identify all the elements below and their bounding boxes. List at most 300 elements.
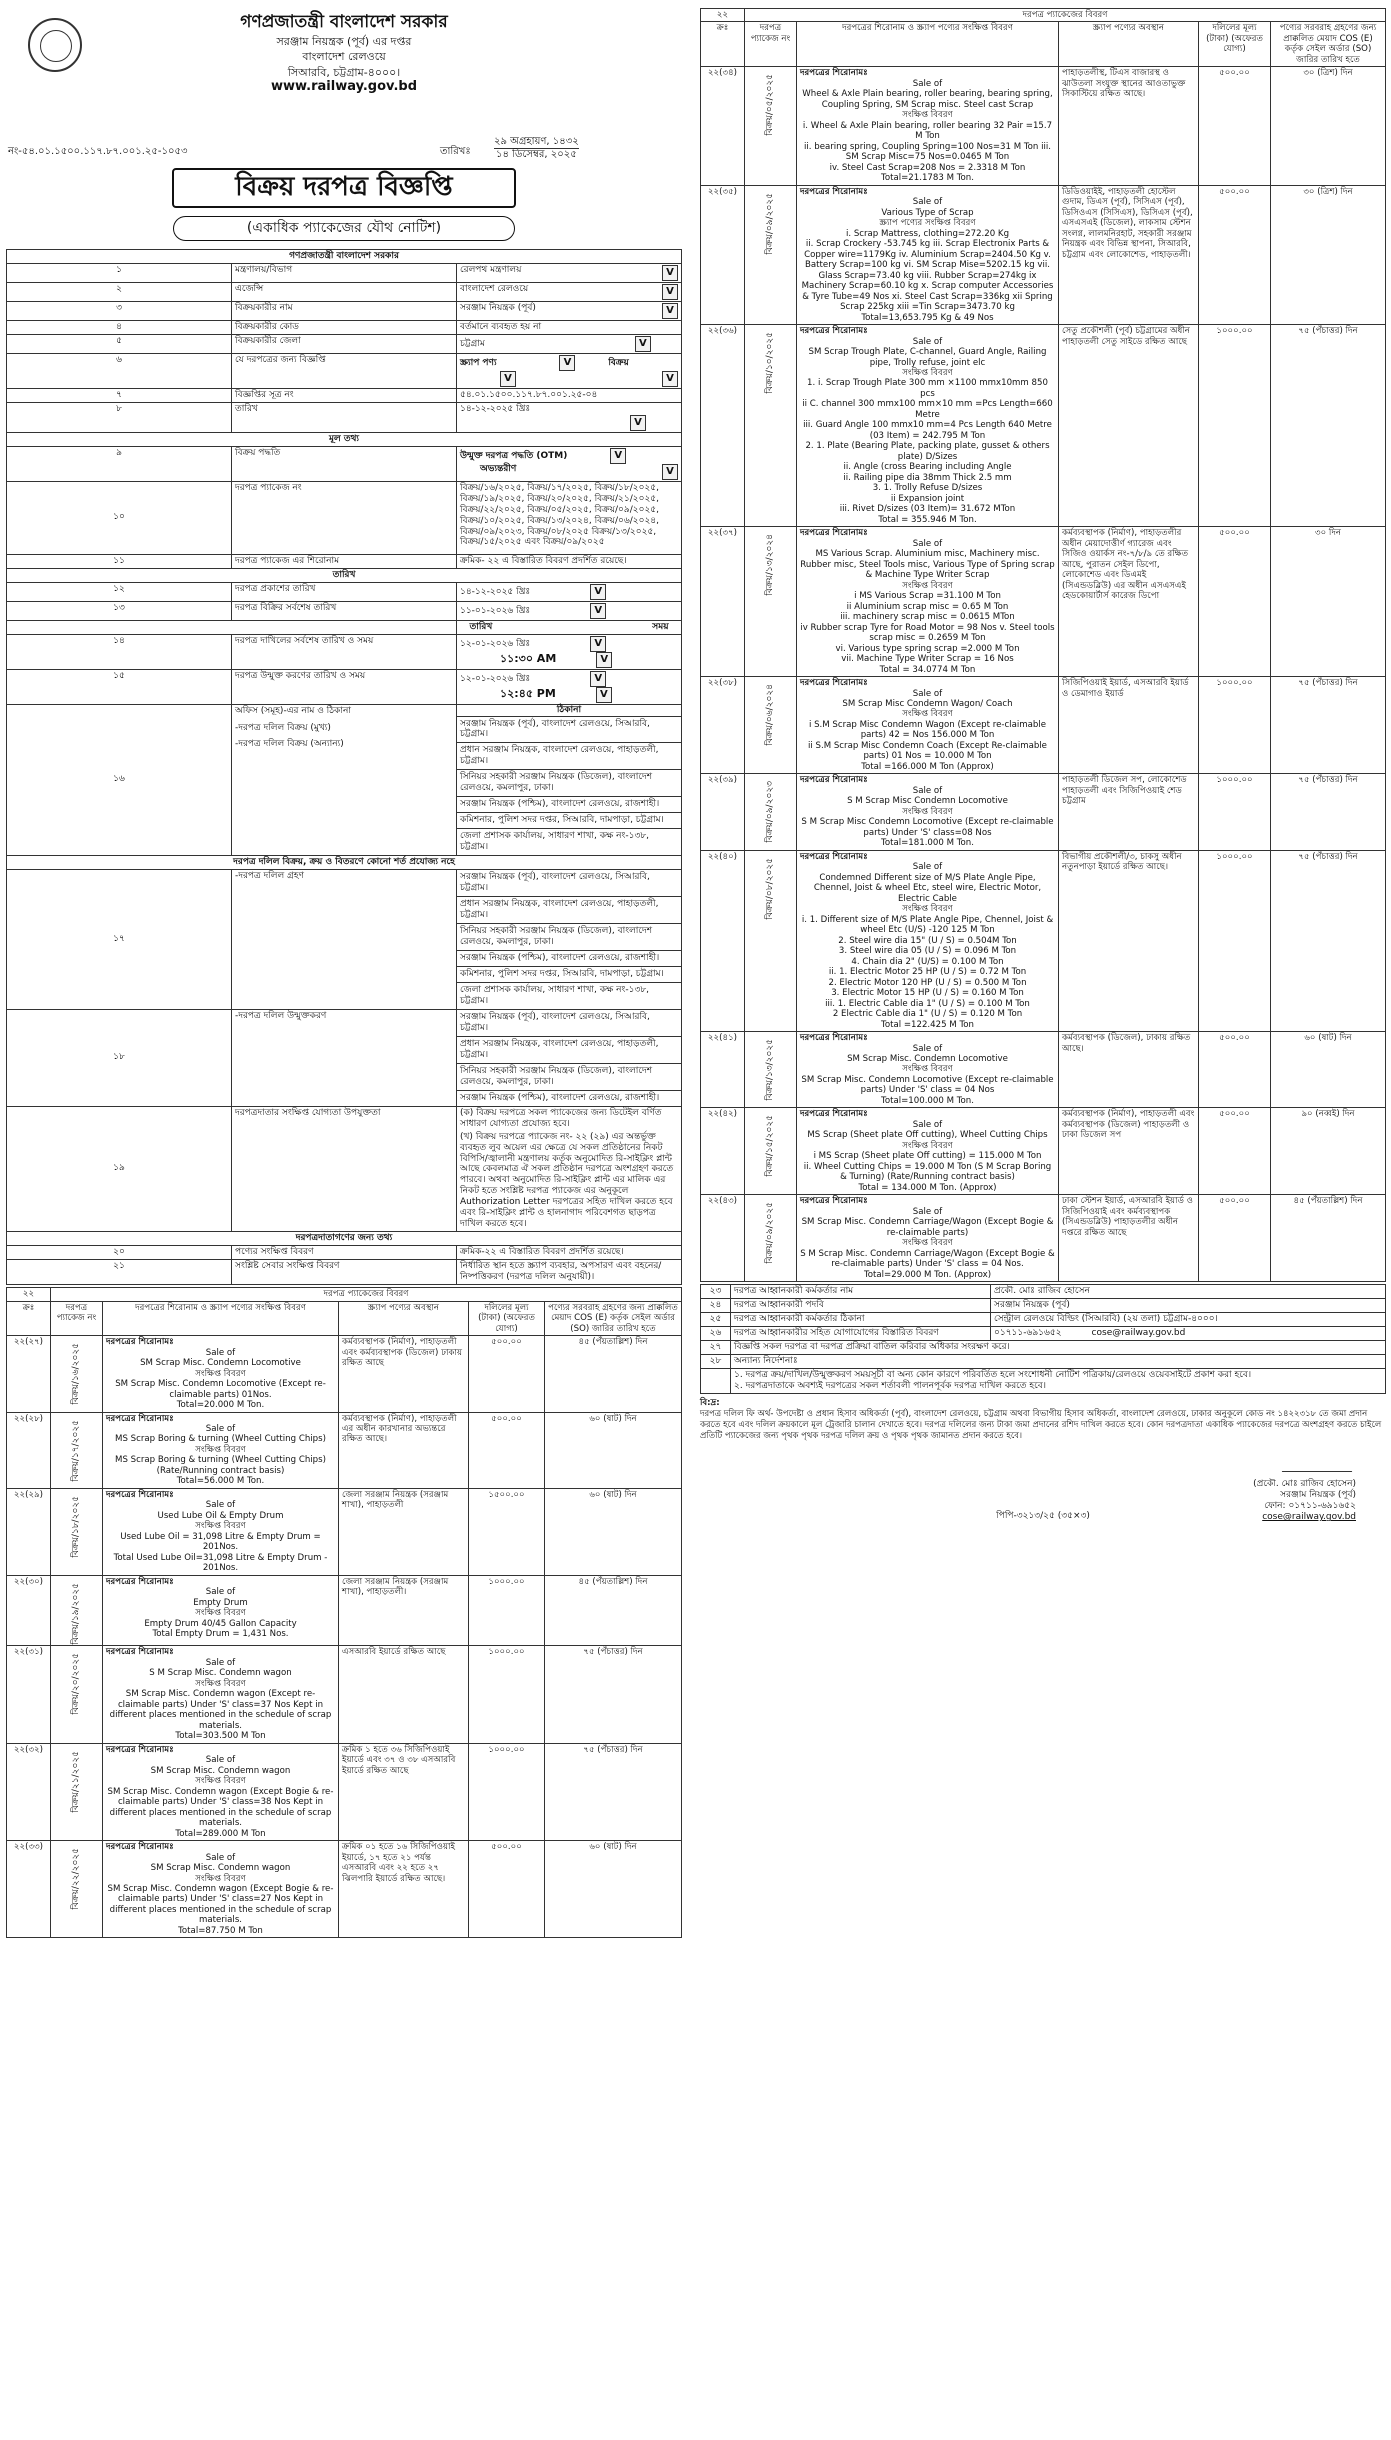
package-line: সংক্ষিপ্ত বিবরণ (902, 904, 953, 915)
package-line: 2. Electric Motor 120 HP (U / S) = 0.500 M Ton (828, 977, 1027, 988)
package-line: Sale of (912, 688, 943, 699)
package-description (797, 1032, 1059, 1108)
package-line: ii Expansion joint (890, 493, 965, 504)
package-location: কর্মব্যবস্থাপক (ডিজেল), ঢাকায় রক্ষিত আছে। (1059, 1032, 1199, 1108)
package-description (797, 325, 1059, 527)
package-heading: দরপত্রের শিরোনামঃ (800, 678, 868, 689)
package-heading: দরপত্রের শিরোনামঃ (800, 1033, 868, 1044)
package-line: i S.M Scrap Misc Condemn Wagon (Except re-claimable parts) 42 = Nos 156.000 M Ton (808, 719, 1046, 741)
package-location: পাহাড়তলী ডিজেল সপ, লোকোশেড পাহাড়তলী এবং সিজিপিওয়াই শেড চট্টগ্রাম (1059, 774, 1199, 850)
package-number: বিক্রয়/০৯/২০২৩ (765, 781, 776, 843)
package-line: SM Scrap Trough Plate, C-channel, Guard Angle, Railing pipe, Trolly refuse, joint elc (808, 347, 1047, 368)
package-line: Total=289.000 M Ton (175, 1828, 266, 1839)
check-mark: V (590, 584, 606, 600)
package-line: Wheel & Axle Plain bearing, roller bearing, bearing spring, Coupling Spring, SM Scrap misc. Steel cast Scrap (802, 89, 1053, 110)
info-row: ১০ দরপত্র প্যাকেজ নং বিক্রয়/১৬/২০২৫, বিক্রয়/১৭/২০২৫, বিক্রয়/১৮/২০২৫, বিক্রয়/১৯/২০২৫, বিক্রয়/২০/২০২৫, বিক্রয়/২১/২০২৫, বিক্রয়/২২/২০২৫, বিক্রয়/০৫/২০২৫, বিক্রয়/০৯/২০২৫, বিক্রয়/১০/২০২৫, বিক্রয়/১৩/২০২৪, বিক্রয়/০৬/২০২৪, বিক্রয়/০৯/২০২৩, বিক্রয়/০৮/২০২৫ বিক্রয়/১৩/২০২৫, বিক্রয়/১৫/২০২৫ এবং বিক্রয়/০৯/২০২৫ (7, 481, 682, 554)
package-line: vii. Machine Type Writer Scrap = 16 Nos (841, 654, 1014, 665)
info-row: ৫ বিক্রয়কারীর জেলা চট্টগ্রাম V (7, 334, 682, 353)
package-row (701, 527, 1386, 677)
reference-line (6, 134, 682, 164)
package-delivery-days: ৬০ (ষাট) দিন (545, 1412, 682, 1488)
package-line: vi. Various type spring scrap =2.000 M Ton (835, 643, 1020, 654)
package-table-left: ২২ দরপত্র প্যাকেজের বিবরণ ক্রঃ দরপত্র প্যাকেজ নং দরপত্রের শিরোনাম ও স্ক্র্যাপ পণ্যের সংক্ষিপ্ত বিবরণ স্ক্র্যাপ পণ্যের অবস্থান দলিলের মূল্য (টাকা) (অফেরত যোগ্য) পণ্যের সরবরাহ গ্রহণের জন্য প্রাক্কলিত মেয়াদ COS (E) কর্তৃক সেইল অর্ডার (SO) জারির তারিখ হতে ২২(২৭) বিক্রয়/১৬/২০২৫ দরপত্রের শিরোনামঃ Sale of SM Scrap Misc. Condemn Locomotive সংক্ষিপ্ত বিবরণ SM Scrap Misc. Condemn Locomotive (Except re-claimable parts) 01Nos. Total=20.000 M Ton. কর্মব্যবস্থাপক (নির্মাণ), পাহাড়তলী এবং কর্মব্যবস্থাপক (ডিজেল) ঢাকায় রক্ষিত আছে ৫০০.০০ ৪৫ (পঁয়তাল্লিশ) দিন ২২(২৮) বিক্রয়/১৭/২০২৫ দরপত্রের শিরোনামঃ Sale of MS Scrap Boring & turning (Wheel Cutting Chips) সংক্ষিপ্ত বিবরণ MS Scrap Boring & turning (Wheel Cutting Chips) (Rate/Running contract basis) Total=56.000 M Ton. কর্মব্যবস্থাপক (নির্মাণ), পাহাড়তলী এর অধীন কারখানার অভ্যন্তরে রক্ষিত আছে। ৫০০.০০ ৬০ (ষাট) দিন ২২(২৯) বিক্রয়/১৮/২০২৫ দরপত্রের শিরোনামঃ Sale of Used Lube Oil & Empty Drum সংক্ষিপ্ত বিবরণ Used Lube Oil = 31,098 Litre & Empty Drum = 201Nos. Total Used Lube Oil=31,098 Litre & Empty Drum - 201Nos. জেলা সরঞ্জাম নিয়ন্ত্রক (সরঞ্জাম শাখা), পাহাড়তলী ১৫০০.০০ ৬০ (ষাট) দিন ২২(৩০) বিক্রয়/১৯/২০২৫ দরপত্রের শিরোনামঃ Sale of Empty Drum সংক্ষিপ্ত বিবরণ Empty Drum 40/45 Gallon Capacity Total Empty Drum = 1,431 Nos. জেলা সরঞ্জাম নিয়ন্ত্রক (সরঞ্জাম শাখা), পাহাড়তলী। ১০০০.০০ ৪৫ (পঁয়তাল্লিশ) দিন ২২(৩১) বিক্রয়/২০/২০২৫ দরপত্রের শিরোনামঃ Sale of S M Scrap Misc. Condemn wagon সংক্ষিপ্ত বিবরণ SM Scrap Misc. Condemn wagon (Except re-claimable parts) Under 'S' class=37 Nos Kept in different places mentioned in the schedule of scrap materials. Total=303.500 M Ton এসআরবি ইয়ার্ডে রক্ষিত আছে ১০০০.০০ ৭৫ (পঁচাত্তর) দিন ২২(৩২) বিক্রয়/২১/২০২৫ দরপত্রের শিরোনামঃ Sale of SM Scrap Misc. Condemn wagon সংক্ষিপ্ত বিবরণ SM Scrap Misc. Condemn wagon (Except Bogie & re-claimable parts) Under 'S' class=38 Nos Kept in different places mentioned in the schedule of scrap materials. Total=289.000 M Ton ক্রমিক ১ হতে ৩৬ সিজিপিওয়াই ইয়ার্ডে এবং ৩৭ ও ৩৮ এসআরবি ইয়ার্ডে রক্ষিত আছে ১০০০.০০ ৭৫ (পঁচাত্তর) দিন ২২(৩৩) বিক্রয়/২২/২০২৫ দরপত্রের শিরোনামঃ Sale of SM Scrap Misc. Condemn wagon সংক্ষিপ্ত বিবরণ SM Scrap Misc. Condemn wagon (Except Bogie & re-claimable parts) Under 'S' class=27 Nos Kept in different places mentioned in the schedule of scrap materials. Total=87.750 M Ton ক্রমিক ০১ হতে ১৬ সিজিপিওয়াই ইয়ার্ডে, ১৭ হতে ২১ পর্যন্ত এসআরবি এবং ২২ হতে ২৭ ঝিলপারি ইয়ার্ডে রক্ষিত আছে। ৫০০.০০ ৬০ (ষাট) দিন (6, 1287, 682, 1938)
package-price: ১০০০.০০ (469, 1743, 545, 1840)
package-line: ii S.M Scrap Misc Condemn Coach (Except Re-claimable parts) 01 Nos = 10.000 M Ton (808, 740, 1047, 762)
footer-row: ১. দরপত্র ক্রয়/দাখিল/উন্মুক্তকরণ সময়সূচী বা অন্য কোন কারণে পরিবর্তিত হলে সংশোধনী নোটিশ পত্রিকায়/রেলওয়ে ওয়েবসাইটে প্রকাশ করা হবে। ২. দরপত্রদাতাকে অবশ্যই দরপত্রের সকল শর্তাবলী পালনপূর্বক দরপত্র দাখিল করতে হবে। (701, 1368, 1386, 1393)
package-delivery-days: ৭৫ (পঁচাত্তর) দিন (545, 1646, 682, 1743)
section-row: তারিখ (7, 568, 682, 582)
package-serial: ২২(৩২) (7, 1743, 51, 1840)
package-line: Total = 355.946 M Ton. (878, 514, 977, 525)
package-line: SM Scrap Misc. Condemn Locomotive (140, 1358, 301, 1369)
info-row-16: ১৬ অফিস (সমূহ)-এর নাম ও ঠিকানা -দরপত্র দলিল বিক্রয় (মুখ্য) -দরপত্র দলিল বিক্রয় (অন্যান্য) ঠিকানা সরঞ্জাম নিয়ন্ত্রক (পূর্ব), বাংলাদেশ রেলওয়ে, সিআরবি, চট্টগ্রাম। প্রধান সরঞ্জাম নিয়ন্ত্রক, বাংলাদেশ রেলওয়ে, পাহাড়তলী, চট্টগ্রাম। সিনিয়র সহকারী সরঞ্জাম নিয়ন্ত্রক (ডিজেল), বাংলাদেশ রেলওয়ে, কমলাপুর, ঢাকা। সরঞ্জাম নিয়ন্ত্রক (পশ্চিম), বাংলাদেশ রেলওয়ে, রাজশাহী। কমিশনার, পুলিশ সদর দপ্তর, সিআরবি, দামপাড়া, চট্টগ্রাম। জেলা প্রশাসক কার্যালয়, সাধারণ শাখা, কক্ষ নং-১৩৮, চট্টগ্রাম। (7, 704, 682, 856)
package-line: Sale of (205, 1423, 236, 1434)
package-row (7, 1575, 682, 1646)
package-line: ii. Railing pipe dia 38mm Thick 2.5 mm (843, 472, 1012, 483)
package-price: ৫০০.০০ (1199, 527, 1271, 677)
package-line: Total=29.000 M Ton. (Approx) (863, 1269, 992, 1280)
package-number: বিক্রয়/০৯/২০২৫ (765, 1202, 776, 1264)
package-row (701, 677, 1386, 774)
package-line: Sale of (912, 1206, 943, 1217)
package-line: SM Scrap Misc. Condemn wagon (150, 1765, 291, 1776)
info-row-19: ১৯ দরপত্রদাতার সংক্ষিপ্ত যোগ্যতা উপযুক্ততা (ক) বিক্রয় দরপত্রে সকল প্যাকেজের জন্য ডিটেইল বর্ণিত সাধারণ যোগ্যতা প্রযোজ্য হবে। (খ) বিক্রয় দরপত্রে প্যাকেজ নং- ২২ (২৯) এর অন্তর্ভুক্ত ব্যবহৃত লুব অয়েল এর ক্ষেত্রে যে সকল প্রতিষ্ঠানের নিকট বিপিসি/জ্বালানী মন্ত্রণালয় কর্তৃক অনুমোদিত রি-সাইক্লিং প্লান্ট আছে কেবলমাত্র ঐ সকল প্রতিষ্ঠান দরপত্রে অংশগ্রহণ করতে পারবে। অথবা অনুমোদিত রি-সাইক্লিং প্লান্ট এর মালিক এর নিকট হতে সংশ্লিষ্ট দরপত্র প্যাকেজ এর অনুকূলে Authorization Letter দরপত্রের সহিত দাখিল করতে হবে এবং রি-সাইক্লিং প্লান্ট ও হালনাগাদ পরিবেশগত ছাড়পত্র দাখিল করতে হবে। (7, 1106, 682, 1232)
package-delivery-days: ৭৫ (পঁচাত্তর) দিন (1271, 325, 1386, 527)
package-serial: ২২(৩৪) (701, 67, 745, 185)
package-number: বিক্রয়/০৯/২০২৫ (765, 192, 776, 255)
package-row (701, 1032, 1386, 1108)
package-row (701, 850, 1386, 1031)
package-line: সংক্ষিপ্ত বিবরণ (902, 806, 953, 817)
package-number: বিক্রয়/২২/২০২৫ (71, 1848, 82, 1910)
package-line: সংক্ষিপ্ত বিবরণ (902, 709, 953, 720)
package-price: ৫০০.০০ (1199, 1195, 1271, 1282)
section-row: তারিখ সময় (7, 620, 682, 634)
package-line: সংক্ষিপ্ত বিবরণ (902, 110, 953, 121)
package-line: সংক্ষিপ্ত বিবরণ (195, 1368, 246, 1379)
package-heading: দরপত্রের শিরোনামঃ (106, 1337, 174, 1348)
contact-table (700, 1284, 1386, 1394)
check-mark: V (662, 284, 678, 300)
package-line: 1. i. Scrap Trough Plate 300 mm ×1100 mmx10mm 850 pcs (807, 378, 1048, 399)
package-description (797, 1108, 1059, 1195)
package-row (7, 1841, 682, 1938)
package-line: Sale of (205, 1500, 236, 1511)
package-line: i. Wheel & Axle Plain bearing, roller bearing 32 Pair =15.7 M Ton (802, 120, 1053, 142)
package-line: Sale of (912, 78, 943, 89)
package-line: iii. 1. Electric Cable dia 1" (U / S) = 0.100 M Ton (825, 998, 1030, 1009)
package-line: iv. Steel Cast Scrap=208 Nos = 2.3318 M Ton (829, 162, 1026, 173)
package-line: সংক্ষিপ্ত বিবরণ (195, 1776, 246, 1787)
package-line: Empty Drum (193, 1597, 248, 1608)
package-line: Sale of (912, 336, 943, 347)
package-line: ii C. channel 300 mmx100 mm×10 mm =Pcs Length=660 Metre (802, 399, 1053, 420)
package-line: সংক্ষিপ্ত বিবরণ (195, 1521, 246, 1532)
government-seal-icon (28, 18, 82, 72)
package-line: সংক্ষিপ্ত বিবরণ (902, 1140, 953, 1151)
package-line: MS Various Scrap. Aluminium misc, Machinery misc. Rubber misc, Steel Tools misc, Various Type of Spring scrap & Machine Type Writer Scrap (800, 549, 1055, 581)
package-header-row: ক্রঃ দরপত্র প্যাকেজ নং দরপত্রের শিরোনাম ও স্ক্র্যাপ পণ্যের সংক্ষিপ্ত বিবরণ স্ক্র্যাপ পণ্যের অবস্থান দলিলের মূল্য (টাকা) (অফেরত যোগ্য) পণ্যের সরবরাহ গ্রহণের জন্য প্রাক্কলিত মেয়াদ COS (E) কর্তৃক সেইল অর্ডার (SO) জারির তারিখ হতে (701, 22, 1386, 67)
package-line: Condemned Different size of M/S Plate Angle Pipe, Chennel, Joist & wheel Etc, steel wire, Electric Motor, Electric Cable (813, 872, 1042, 904)
package-delivery-days: ৭৫ (পঁচাত্তর) দিন (1271, 774, 1386, 850)
info-row: ১ মন্ত্রণালয়/বিভাগ রেলপথ মন্ত্রণালয় V (7, 263, 682, 282)
package-delivery-days: ৭৫ (পঁচাত্তর) দিন (1271, 677, 1386, 774)
package-price: ৫০০.০০ (1199, 67, 1271, 185)
left-column (6, 8, 682, 1938)
package-serial: ২২(২৯) (7, 1488, 51, 1575)
package-serial: ২২(৩৮) (701, 677, 745, 774)
date-block (494, 136, 579, 161)
package-line: Total =166.000 M Ton (Approx) (861, 761, 994, 772)
package-line: Total=87.750 M Ton (178, 1925, 263, 1936)
package-price: ৫০০.০০ (469, 1841, 545, 1938)
package-location: সিজিপিওয়াই ইয়ার্ড, এসআরবি ইয়ার্ড ও ডেমাগাও ইয়ার্ড (1059, 677, 1199, 774)
check-mark: V (590, 603, 606, 619)
package-price: ৫০০.০০ (1199, 1032, 1271, 1108)
package-heading: দরপত্রের শিরোনামঃ (106, 1744, 174, 1755)
package-description (103, 1575, 339, 1646)
package-line: Sale of (912, 197, 943, 208)
package-price: ১০০০.০০ (1199, 677, 1271, 774)
package-line: সংক্ষিপ্ত বিবরণ (902, 1064, 953, 1075)
package-heading: দরপত্রের শিরোনামঃ (800, 528, 868, 539)
package-line: MS Scrap Boring & turning (Wheel Cutting Chips) (115, 1434, 326, 1445)
package-serial: ২২(২৭) (7, 1336, 51, 1412)
package-number: বিক্রয়/০৫/২০২৫ (765, 74, 776, 136)
package-line: Sale of (205, 1347, 236, 1358)
notice-subtitle: (একাধিক প্যাকেজের যৌথ নোটিশ) (173, 216, 515, 241)
info-row: ৬ যে দরপত্রের জন্য বিজ্ঞপ্তি স্ক্র্যাপ পণ্য V বিক্রয় V V (7, 353, 682, 388)
package-heading: দরপত্রের শিরোনামঃ (106, 1413, 174, 1424)
package-line: Total = 134.000 M Ton. (Approx) (858, 1182, 997, 1193)
package-line: Total=13,653.795 Kg & 49 Nos (861, 312, 994, 323)
package-location: সেতু প্রকৌশলী (পূর্ব) চট্টগ্রামের অধীন পাহাড়তলী সেতু সাইডে রক্ষিত আছে (1059, 325, 1199, 527)
package-heading: দরপত্রের শিরোনামঃ (800, 775, 868, 786)
package-row (701, 67, 1386, 185)
package-line: Total=21.1783 M Ton. (881, 173, 974, 184)
package-header-row: ক্রঃ দরপত্র প্যাকেজ নং দরপত্রের শিরোনাম ও স্ক্র্যাপ পণ্যের সংক্ষিপ্ত বিবরণ স্ক্র্যাপ পণ্যের অবস্থান দলিলের মূল্য (টাকা) (অফেরত যোগ্য) পণ্যের সরবরাহ গ্রহণের জন্য প্রাক্কলিত মেয়াদ COS (E) কর্তৃক সেইল অর্ডার (SO) জারির তারিখ হতে (7, 1301, 682, 1335)
package-price: ১০০০.০০ (469, 1575, 545, 1646)
package-line: 3. Electric Motor 15 HP (U / S) = 0.160 M Ton (831, 988, 1024, 999)
package-description (103, 1646, 339, 1743)
check-mark: V (610, 448, 626, 464)
check-mark: V (630, 415, 646, 431)
package-line: Empty Drum 40/45 Gallon Capacity (144, 1618, 297, 1629)
package-line: সংক্ষিপ্ত বিবরণ (902, 580, 953, 591)
check-mark: V (500, 371, 516, 387)
package-description (797, 527, 1059, 677)
package-serial: ২২(৪৩) (701, 1195, 745, 1282)
package-heading: দরপত্রের শিরোনামঃ (106, 1489, 174, 1500)
info-table (6, 249, 682, 1285)
check-mark: V (596, 652, 612, 668)
package-number: বিক্রয়/১৩/২০২৪ (765, 534, 776, 596)
package-serial: ২২(৩৩) (7, 1841, 51, 1938)
info-row: ১৪ দরপত্র দাখিলের সর্বশেষ তারিখ ও সময় ১২-০১-২০২৬ খ্রিঃ V১১:৩০ AM V (7, 634, 682, 669)
package-description (103, 1336, 339, 1412)
package-line: MS Scrap (Sheet plate Off cutting), Wheel Cutting Chips (807, 1130, 1048, 1141)
package-line: ii. Angle (cross Bearing including Angle (843, 462, 1012, 473)
package-location: ক্রমিক ০১ হতে ১৬ সিজিপিওয়াই ইয়ার্ডে, ১৭ হতে ২১ পর্যন্ত এসআরবি এবং ২২ হতে ২৭ ঝিলপারি ইয়ার্ডে রক্ষিত আছে। (339, 1841, 469, 1938)
package-price: ৫০০.০০ (469, 1336, 545, 1412)
package-serial: ২২(৪১) (701, 1032, 745, 1108)
package-heading: দরপত্রের শিরোনামঃ (800, 851, 868, 862)
package-line: সংক্ষিপ্ত বিবরণ (195, 1608, 246, 1619)
section-row: গণপ্রজাতন্ত্রী বাংলাদেশ সরকার (7, 249, 682, 263)
package-serial: ২২(৪২) (701, 1108, 745, 1195)
package-location: কর্মব্যবস্থাপক (নির্মাণ), পাহাড়তলী এবং কর্মব্যবস্থাপক (ডিজেল) পাহাড়তলী ও ঢাকা ডিজেল সপ (1059, 1108, 1199, 1195)
package-serial: ২২(৩৭) (701, 527, 745, 677)
package-serial: ২২(৪০) (701, 850, 745, 1031)
package-line: সংক্ষিপ্ত বিবরণ (902, 1238, 953, 1249)
office-address: সিআরবি, চট্টগ্রাম-৪০০০। (287, 65, 401, 79)
package-line: i. Scrap Mattress, clothing=272.20 Kg (845, 228, 1010, 239)
info-row: ৮ তারিখ ১৪-১২-২০২৫ খ্রিঃV (7, 402, 682, 432)
section-row: মূল তথ্য (7, 432, 682, 446)
package-location: পাহাড়তলীস্থ, টিএস বাজারস্থ ও ঝাউতলা সংযুক্ত স্থানের আওতাভুক্ত সিকাস্টিয়ে রক্ষিত আছে। (1059, 67, 1199, 185)
package-line: Sale of (205, 1755, 236, 1766)
package-price: ১০০০.০০ (1199, 774, 1271, 850)
package-description (797, 774, 1059, 850)
check-mark: V (662, 303, 678, 319)
info-row: ৪ বিক্রয়কারীর কোড বর্তমানে ব্যবহৃত হয় না (7, 320, 682, 334)
package-serial: ২২(৩০) (7, 1575, 51, 1646)
package-row (7, 1336, 682, 1412)
package-line: 3. Steel wire dia 05 (U / S) = 0.096 M Ton (838, 946, 1017, 957)
package-number: বিক্রয়/১৫/২০২৫ (765, 1115, 776, 1177)
package-number: বিক্রয়/০৮/২০২৫ (765, 857, 776, 920)
package-heading: দরপত্রের শিরোনামঃ (106, 1842, 174, 1853)
footer-row: ২৪ দরপত্র আহ্বানকারী পদবি সরঞ্জাম নিয়ন্ত্রক (পূর্ব) (701, 1299, 1386, 1313)
package-line: ii. 1. Electric Motor 25 HP (U / S) = 0.72 M Ton (828, 967, 1027, 978)
package-line: Sale of (205, 1657, 236, 1668)
package-line: SM Scrap Misc. Condemn wagon (Except Bogie & re-claimable parts) Under 'S' class=27 Nos Kept in different places mentioned in the schedule of scrap materials. (107, 1883, 334, 1926)
package-line: 4. Chain dia 2" (U/S) = 0.100 M Ton (851, 956, 1004, 967)
check-mark: V (590, 671, 606, 687)
check-mark: V (596, 687, 612, 703)
package-heading: দরপত্রের শিরোনামঃ (800, 326, 868, 337)
package-line: সংক্ষিপ্ত বিবরণ (195, 1444, 246, 1455)
package-line: ii. bearing spring, Coupling Spring=100 Nos=31 M Ton iii. SM Scrap Misc=75 Nos=0.0465 M Ton (804, 141, 1051, 163)
package-line: Sale of (912, 862, 943, 873)
info-row: ১৫ দরপত্র উন্মুক্ত করণের তারিখ ও সময় ১২-০১-২০২৬ খ্রিঃ V১২:৪৫ PM V (7, 669, 682, 704)
package-line: SM Scrap Misc Condemn Wagon/ Coach (842, 699, 1013, 709)
package-delivery-days: ৪৫ (পঁয়তাল্লিশ) দিন (545, 1575, 682, 1646)
right-column (700, 8, 1386, 1522)
contact-email[interactable]: cose@railway.gov.bd (1091, 1328, 1186, 1339)
date-label: তারিখঃ (440, 146, 471, 157)
package-table-right: ২২ দরপত্র প্যাকেজের বিবরণ ক্রঃ দরপত্র প্যাকেজ নং দরপত্রের শিরোনাম ও স্ক্র্যাপ পণ্যের সংক্ষিপ্ত বিবরণ স্ক্র্যাপ পণ্যের অবস্থান দলিলের মূল্য (টাকা) (অফেরত যোগ্য) পণ্যের সরবরাহ গ্রহণের জন্য প্রাক্কলিত মেয়াদ COS (E) কর্তৃক সেইল অর্ডার (SO) জারির তারিখ হতে ২২(৩৪) বিক্রয়/০৫/২০২৫ দরপত্রের শিরোনামঃ Sale of Wheel & Axle Plain bearing, roller bearing, bearing spring, Coupling Spring, SM Scrap misc. Steel cast Scrap সংক্ষিপ্ত বিবরণ i. Wheel & Axle Plain bearing, roller bearing 32 Pair =15.7 M Ton ii. bearing spring, Coupling Spring=100 Nos=31 M Ton iii. SM Scrap Misc=75 Nos=0.0465 M Ton iv. Steel Cast Scrap=208 Nos = 2.3318 M Ton Total=21.1783 M Ton. পাহাড়তলীস্থ, টিএস বাজারস্থ ও ঝাউতলা সংযুক্ত স্থানের আওতাভুক্ত সিকাস্টিয়ে রক্ষিত আছে। ৫০০.০০ ৩০ (ত্রিশ) দিন ২২(৩৫) বিক্রয়/০৯/২০২৫ দরপত্রের শিরোনামঃ Sale of Various Type of Scrap স্ক্র্যাপ পণ্যের সংক্ষিপ্ত বিবরণ i. Scrap Mattress, clothing=272.20 Kg ii. Scrap Crockery -53.745 kg iii. Scrap Electronix Parts & Copper wire=1179Kg iv. Aluminium Scrap=2404.50 Kg v. Battery Scrap=100 kg vi. SM Scrap Mise=5202.15 kg vii. Glass Scrap=73.40 kg viii. Rubber Scrap=274kg ix Machinery Scrap=60.10 kg x. Scrap computer Accessories & Tyre Tube=49 Nos xi. Steel Cast Scrap=336kg xii Spring Scrap 225kg xiii =Tin Scrap=3473.70 kg Total=13,653.795 Kg & 49 Nos ডিডিওয়াইই, পাহাড়তলী হোস্টেল গুদাম, ডিএস (পূর্ব), সিসিএস (পূর্ব), ডিসিওএস (সিসিএস), ডিসিএস (পূর্ব), এসএসএই (ডিজেল), লাকসাম স্টেশন সংলগ্ন, লালমনিরহাট, সহকারী সরঞ্জাম নিয়ন্ত্রক এবং বিভিন্ন স্থাপনা, সিআরবি, চট্টগ্রাম এবং লোকোশেড, পাহাড়তলী। ৫০০.০০ ৩০ (ত্রিশ) দিন ২২(৩৬) বিক্রয়/১০/২০২৫ দরপত্রের শিরোনামঃ Sale of SM Scrap Trough Plate, C-channel, Guard Angle, Railing pipe, Trolly refuse, joint elc সংক্ষিপ্ত বিবরণ 1. i. Scrap Trough Plate 300 mm ×1100 mmx10mm 850 pcs ii C. channel 300 mmx100 mm×10 mm =Pcs Length=660 Metre iii. Guard Angle 100 mmx10 mm=4 Pcs Length 640 Metre (03 Item) = 242.795 M Ton 2. 1. Plate (Bearing Plate, packing plate, gusset & others plate) D/Sizes ii. Angle (cross Bearing including Angle ii. Railing pipe dia 38mm Thick 2.5 mm 3. 1. Trolly Refuse D/sizes ii Expansion joint iii. Rivet D/sizes (03 Item)= 31.672 MTon Total = 355.946 M Ton. সেতু প্রকৌশলী (পূর্ব) চট্টগ্রামের অধীন পাহাড়তলী সেতু সাইডে রক্ষিত আছে ১০০০.০০ ৭৫ (পঁচাত্তর) দিন ২২(৩৭) বিক্রয়/১৩/২০২৪ দরপত্রের শিরোনামঃ Sale of MS Various Scrap. Aluminium misc, Machinery misc. Rubber misc, Steel Tools misc, Various Type of Spring scrap & Machine Type Writer Scrap সংক্ষিপ্ত বিবরণ i MS Various Scrap =31.100 M Ton ii Aluminium scrap misc = 0.65 M Ton iii. machinery scrap misc = 0.0615 MTon iv Rubber scrap Tyre for Road Motor = 98 Nos v. Steel tools scrap misc = 0.2659 M Ton vi. Various type spring scrap =2.000 M Ton vii. Machine Type Writer Scrap = 16 Nos Total = 34.0774 M Ton কর্মব্যবস্থাপক (নির্মাণ), পাহাড়তলীর অধীন মেয়াদোত্তীর্ণ গ্যারেজ এবং সিজিও ওয়ার্কস নং-৭/৮/৯ তে রক্ষিত আছে, পুরাতন সেইল ডিপো, লোকোশেড এবং ডিএমই (সিএন্ডডব্লিউ) এর অধীন এসএসএই হেডকোয়ার্টার্স কারেজ ডিপো ৫০০.০০ ৩০ দিন ২২(৩৮) বিক্রয়/০৬/২০২৪ দরপত্রের শিরোনামঃ Sale of SM Scrap Misc Condemn Wagon/ Coach সংক্ষিপ্ত বিবরণ i S.M Scrap Misc Condemn Wagon (Except re-claimable parts) 42 = Nos 156.000 M Ton ii S.M Scrap Misc Condemn Coach (Except Re-claimable parts) 01 Nos = 10.000 M Ton Total =166.000 M Ton (Approx) সিজিপিওয়াই ইয়ার্ড, এসআরবি ইয়ার্ড ও ডেমাগাও ইয়ার্ড ১০০০.০০ ৭৫ (পঁচাত্তর) দিন ২২(৩৯) বিক্রয়/০৯/২০২৩ দরপত্রের শিরোনামঃ Sale of S M Scrap Misc Condemn Locomotive সংক্ষিপ্ত বিবরণ S M Scrap Misc Condemn Locomotive (Except re-claimable parts) Under 'S' class=08 Nos Total=181.000 M Ton. পাহাড়তলী ডিজেল সপ, লোকোশেড পাহাড়তলী এবং সিজিপিওয়াই শেড চট্টগ্রাম ১০০০.০০ ৭৫ (পঁচাত্তর) দিন ২২(৪০) বিক্রয়/০৮/২০২৫ দরপত্রের শিরোনামঃ Sale of Condemned Different size of M/S Plate Angle Pipe, Chennel, Joist & wheel Etc, steel wire, Electric Motor, Electric Cable সংক্ষিপ্ত বিবরণ i. 1. Different size of M/S Plate Angle Pipe, Chennel, Joist & wheel Etc (U/S) -120 125 M Ton 2. Steel wire dia 15" (U / S) = 0.504M Ton 3. Steel wire dia 05 (U / S) = 0.096 M Ton 4. Chain dia 2" (U/S) = 0.100 M Ton ii. 1. Electric Motor 25 HP (U / S) = 0.72 M Ton 2. Electric Motor 120 HP (U / S) = 0.500 M Ton 3. Electric Motor 15 HP (U / S) = 0.160 M Ton iii. 1. Electric Cable dia 1" (U / S) = 0.100 M Ton 2 Electric Cable dia 1" (U / S) = 0.120 M Ton Total =122.425 M Ton বিভাগীয় প্রকৌশলী/৩, চাকসু অধীন নতুনপাড়া ইয়ার্ডে রক্ষিত আছে। ১০০০.০০ ৭৫ (পঁচাত্তর) দিন ২২(৪১) বিক্রয়/১৩/২০২৫ দরপত্রের শিরোনামঃ Sale of SM Scrap Misc. Condemn Locomotive সংক্ষিপ্ত বিবরণ SM Scrap Misc. Condemn Locomotive (Except re-claimable parts) Under 'S' class = 04 Nos Total=100.000 M Ton. কর্মব্যবস্থাপক (ডিজেল), ঢাকায় রক্ষিত আছে। ৫০০.০০ ৬০ (ষাট) দিন ২২(৪২) বিক্রয়/১৫/২০২৫ দরপত্রের শিরোনামঃ Sale of MS Scrap (Sheet plate Off cutting), Wheel Cutting Chips সংক্ষিপ্ত বিবরণ i MS Scrap (Sheet plate Off cutting) = 115.000 M Ton ii. Wheel Cutting Chips = 19.000 M Ton (S M Scrap Boring & Turning) (Rate/Running contract basis) Total = 134.000 M Ton. (Approx) কর্মব্যবস্থাপক (নির্মাণ), পাহাড়তলী এবং কর্মব্যবস্থাপক (ডিজেল) পাহাড়তলী ও ঢাকা ডিজেল সপ ৫০০.০০ ৯০ (নব্বই) দিন ২২(৪৩) বিক্রয়/০৯/২০২৫ দরপত্রের শিরোনামঃ Sale of SM Scrap Misc. Condemn Carriage/Wagon (Except Bogie & re-claimable parts) সংক্ষিপ্ত বিবরণ S M Scrap Misc. Condemn Carriage/Wagon (Except Bogie & re-claimable parts) Under 'S' class = 04 Nos. Total=29.000 M Ton. (Approx) ঢাকা স্টেশন ইয়ার্ড, এসআরবি ইয়ার্ড ও সিজিপিওয়াই এবং কর্মব্যবস্থাপক (সিএন্ডডব্লিউ) পাহাড়তলীর অধীন দপ্তরে রক্ষিত আছে ৫০০.০০ ৪৫ (পঁয়তাল্লিশ) দিন (700, 8, 1386, 1282)
package-number: বিক্রয়/১৯/২০২৫ (71, 1582, 82, 1645)
package-line: ii Aluminium scrap misc = 0.65 M Ton (846, 601, 1009, 612)
package-line: Sale of (912, 1043, 943, 1054)
package-line: i MS Various Scrap =31.100 M Ton (854, 591, 1001, 602)
check-mark: V (662, 371, 678, 387)
railway-name: বাংলাদেশ রেলওয়ে (302, 50, 386, 64)
package-line: সংক্ষিপ্ত বিবরণ (195, 1873, 246, 1884)
package-row (7, 1412, 682, 1488)
package-line: SM Scrap Misc. Condemn Locomotive (847, 1053, 1008, 1064)
package-description (797, 67, 1059, 185)
package-location: বিভাগীয় প্রকৌশলী/৩, চাকসু অধীন নতুনপাড়া ইয়ার্ডে রক্ষিত আছে। (1059, 850, 1199, 1031)
package-line: 2. 1. Plate (Bearing Plate, packing plate, gusset & others plate) D/Sizes (805, 441, 1050, 462)
package-line: iii. Rivet D/sizes (03 Item)= 31.672 MTon (839, 504, 1016, 515)
package-row (701, 1195, 1386, 1282)
package-delivery-days: ৩০ দিন (1271, 527, 1386, 677)
package-serial: ২২(২৮) (7, 1412, 51, 1488)
package-row (701, 1108, 1386, 1195)
package-number: বিক্রয়/১৮/২০২৫ (71, 1495, 82, 1558)
package-line: i. 1. Different size of M/S Plate Angle Pipe, Chennel, Joist & wheel Etc (U/S) -120 125 M Ton (801, 914, 1054, 936)
check-mark: V (662, 464, 678, 480)
package-delivery-days: ৩০ (ত্রিশ) দিন (1271, 67, 1386, 185)
info-row: ১২ দরপত্র প্রকাশের তারিখ ১৪-১২-২০২৫ খ্রিঃ V (7, 582, 682, 601)
package-description (103, 1412, 339, 1488)
package-heading: দরপত্রের শিরোনামঃ (106, 1647, 174, 1658)
info-row-18: ১৮ -দরপত্র দলিল উন্মুক্তকরণ সরঞ্জাম নিয়ন্ত্রক (পূর্ব), বাংলাদেশ রেলওয়ে, সিআরবি, চট্টগ্রাম। প্রধান সরঞ্জাম নিয়ন্ত্রক, বাংলাদেশ রেলওয়ে, পাহাড়তলী, চট্টগ্রাম। সিনিয়র সহকারী সরঞ্জাম নিয়ন্ত্রক (ডিজেল), বাংলাদেশ রেলওয়ে, কমলাপুর, ঢাকা। সরঞ্জাম নিয়ন্ত্রক (পশ্চিম), বাংলাদেশ রেলওয়ে, রাজশাহী। (7, 1009, 682, 1106)
info-row: ২০ পণ্যের সংক্ষিপ্ত বিবরণ ক্রমিক-২২ এ বিস্তারিত বিবরণ প্রদর্শিত রয়েছে। (7, 1246, 682, 1260)
package-description (103, 1488, 339, 1575)
section-row: দরপত্রদাতাগণের জন্য তথ্য (7, 1232, 682, 1246)
package-price: ১৫০০.০০ (469, 1488, 545, 1575)
package-line: Total=100.000 M Ton. (881, 1095, 974, 1106)
footer-row: ২৭ বিজ্ঞপ্তি সকল দরপত্র বা দরপত্র প্রক্রিয়া বাতিল করিবার অধিকার সংরক্ষণ করে। (701, 1341, 1386, 1355)
package-line: Total Empty Drum = 1,431 Nos. (152, 1629, 289, 1640)
date-bangla: ২৯ অগ্রহায়ণ, ১৪৩২ (494, 136, 579, 149)
package-line: S M Scrap Misc. Condemn wagon (149, 1668, 292, 1679)
footer-row: ২৩ দরপত্র আহ্বানকারী কর্মকর্তার নাম প্রকৌ. মোঃ রাজিব হোসেন (701, 1285, 1386, 1299)
package-number: বিক্রয়/১০/২০২৫ (765, 332, 776, 394)
date-english: ১৪ ডিসেম্বর, ২০২৫ (496, 149, 577, 161)
package-price: ৫০০.০০ (469, 1412, 545, 1488)
package-line: Sale of (912, 1119, 943, 1130)
notes-block: বি:দ্র: দরপত্র দলিল ফি অর্থ- উপদেষ্টা ও প্রধান হিসাব অধিকর্তা (পূর্ব), বাংলাদেশ রেলওয়ে, চট্টগ্রাম অথবা বিভাগীয় হিসাব অধিকর্তা, বাংলাদেশ রেলওয়ে, ঢাকার অনুকূলে কোড নং ১৪২২৩১৮ তে জমা প্রদান করতে হবে এবং দলিল ক্রয়কালে মূল ট্রেজারি চালান দেখাতে হবে। দরপত্র দলিলের জন্য টাকা জমা প্রদানের রশিদ দাখিল করতে হবে। কোন দরপত্রদাতা একাধিক প্যাকেজের দরপত্রে অংশগ্রহণ করতে চাইলে প্রতিটি প্যাকেজের জন্য পৃথক পৃথক দরপত্র দলিল ক্রয় ও পৃথক পৃথক জামানত প্রদান করতে হবে। (700, 1397, 1382, 1441)
package-delivery-days: ৬০ (ষাট) দিন (545, 1488, 682, 1575)
package-description (103, 1841, 339, 1938)
package-delivery-days: ৪৫ (পঁয়তাল্লিশ) দিন (1271, 1195, 1386, 1282)
package-location: ক্রমিক ১ হতে ৩৬ সিজিপিওয়াই ইয়ার্ডে এবং ৩৭ ও ৩৮ এসআরবি ইয়ার্ডে রক্ষিত আছে (339, 1743, 469, 1840)
package-line: Various Type of Scrap (881, 207, 974, 218)
package-line: Total = 34.0774 M Ton (879, 664, 976, 675)
package-number: বিক্রয়/১৭/২০২৫ (71, 1419, 82, 1482)
package-line: SM Scrap Misc. Condemn wagon (Except Bogie & re-claimable parts) Under 'S' class=38 Nos Kept in different places mentioned in the schedule of scrap materials. (107, 1786, 334, 1829)
package-line: Used Lube Oil = 31,098 Litre & Empty Drum = 201Nos. (120, 1531, 321, 1553)
package-line: iii. machinery scrap misc = 0.0615 MTon (840, 612, 1015, 623)
package-location: কর্মব্যবস্থাপক (নির্মাণ), পাহাড়তলী এবং কর্মব্যবস্থাপক (ডিজেল) ঢাকায় রক্ষিত আছে (339, 1336, 469, 1412)
package-line: Sale of (912, 785, 943, 796)
package-heading: দরপত্রের শিরোনামঃ (800, 1196, 868, 1207)
package-location: ডিডিওয়াইই, পাহাড়তলী হোস্টেল গুদাম, ডিএস (পূর্ব), সিসিএস (পূর্ব), ডিসিওএস (সিসিএস), ডিসিএস (পূর্ব), এসএসএই (ডিজেল), লাকসাম স্টেশন সংলগ্ন, লালমনিরহাট, সহকারী সরঞ্জাম নিয়ন্ত্রক এবং বিভিন্ন স্থাপনা, সিআরবি, চট্টগ্রাম এবং লোকোশেড, পাহাড়তলী। (1059, 185, 1199, 324)
package-price: ১০০০.০০ (469, 1646, 545, 1743)
package-description (797, 850, 1059, 1031)
check-mark: V (559, 355, 575, 371)
package-delivery-days: ৭৫ (পঁচাত্তর) দিন (545, 1743, 682, 1840)
package-line: Total =122.425 M Ton (881, 1019, 974, 1030)
package-serial: ২২(৩১) (7, 1646, 51, 1743)
package-line: Total=303.500 M Ton (175, 1731, 266, 1742)
signature-icon (1282, 1449, 1360, 1472)
package-description (103, 1743, 339, 1840)
package-line: Total Used Lube Oil=31,098 Litre & Empty Drum - 201Nos. (113, 1552, 328, 1574)
package-price: ৫০০.০০ (1199, 1108, 1271, 1195)
package-price: ৫০০.০০ (1199, 185, 1271, 324)
print-code: পিপি-৩২১৩/২৫ (৩৫×৩) (996, 1511, 1090, 1522)
package-heading: দরপত্রের শিরোনামঃ (106, 1576, 174, 1587)
package-description (797, 185, 1059, 324)
package-number: বিক্রয়/১৩/২০২৫ (765, 1039, 776, 1101)
package-location: ঢাকা স্টেশন ইয়ার্ড, এসআরবি ইয়ার্ড ও সিজিপিওয়াই এবং কর্মব্যবস্থাপক (সিএন্ডডব্লিউ) পাহাড়তলীর অধীন দপ্তরে রক্ষিত আছে (1059, 1195, 1199, 1282)
website-link[interactable]: www.railway.gov.bd (270, 78, 418, 94)
package-line: S M Scrap Misc Condemn Locomotive (Except re-claimable parts) Under 'S' class=08 Nos (801, 817, 1054, 838)
package-line: i MS Scrap (Sheet plate Off cutting) = 115.000 M Ton (813, 1151, 1042, 1162)
package-number: বিক্রয়/১৬/২০২৫ (71, 1343, 82, 1405)
package-description (797, 677, 1059, 774)
info-row: ২ এজেন্সি বাংলাদেশ রেলওয়ে V (7, 282, 682, 301)
package-serial: ২২(৩৬) (701, 325, 745, 527)
package-location: জেলা সরঞ্জাম নিয়ন্ত্রক (সরঞ্জাম শাখা), পাহাড়তলী (339, 1488, 469, 1575)
package-delivery-days: ৬০ (ষাট) দিন (1271, 1032, 1386, 1108)
package-line: 3. 1. Trolly Refuse D/sizes (872, 483, 983, 494)
footer-row: ২৫ দরপত্র আহ্বানকারী কর্মকর্তার ঠিকানা সেন্ট্রাল রেলওয়ে বিল্ডিং (সিআরবি) (২য় তলা) চট্টগ্রাম-৪০০০। (701, 1313, 1386, 1327)
package-price: ১০০০.০০ (1199, 325, 1271, 527)
package-heading: দরপত্রের শিরোনামঃ (800, 186, 868, 197)
package-line: SM Scrap Misc. Condemn wagon (150, 1863, 291, 1874)
check-mark: V (590, 636, 606, 652)
info-row-17: ১৭ -দরপত্র দলিল গ্রহণ সরঞ্জাম নিয়ন্ত্রক (পূর্ব), বাংলাদেশ রেলওয়ে, সিআরবি, চট্টগ্রাম। প্রধান সরঞ্জাম নিয়ন্ত্রক, বাংলাদেশ রেলওয়ে, পাহাড়তলী, চট্টগ্রাম। সিনিয়র সহকারী সরঞ্জাম নিয়ন্ত্রক (ডিজেল), বাংলাদেশ রেলওয়ে, কমলাপুর, ঢাকা। সরঞ্জাম নিয়ন্ত্রক (পশ্চিম), বাংলাদেশ রেলওয়ে, রাজশাহী। কমিশনার, পুলিশ সদর দপ্তর, সিআরবি, দামপাড়া, চট্টগ্রাম। জেলা প্রশাসক কার্যালয়, সাধারণ শাখা, কক্ষ নং-১৩৮, চট্টগ্রাম। (7, 870, 682, 1010)
package-description (797, 1195, 1059, 1282)
package-line: Used Lube Oil & Empty Drum (157, 1510, 284, 1521)
package-row (7, 1646, 682, 1743)
check-mark: V (635, 336, 651, 352)
info-row: ১১ দরপত্র প্যাকেজ এর শিরোনাম ক্রমিক- ২২ এ বিস্তারিত বিবরণ প্রদর্শিত রয়েছে। (7, 554, 682, 568)
signature-email[interactable]: cose@railway.gov.bd (1262, 1512, 1356, 1523)
package-number: বিক্রয়/২০/২০২৫ (71, 1653, 82, 1715)
info-row: ৩ বিক্রয়কারীর নাম সরঞ্জাম নিয়ন্ত্রক (পূর্ব) V (7, 301, 682, 320)
signature-block: (প্রকৌ. মোঃ রাজিব হোসেন) সরঞ্জাম নিয়ন্ত্রক (পূর্ব) ফোন: ০১৭১১-৬৯১৬৫২ cose@railway.gov.bd (700, 1449, 1386, 1523)
package-line: সংক্ষিপ্ত বিবরণ (195, 1678, 246, 1689)
footer-row: ২৬ দরপত্র আহ্বানকারীর সহিত যোগাযোগের বিস্তারিত বিবরণ ০১৭১১-৬৯১৬৫২ cose@railway.gov.bd (701, 1327, 1386, 1341)
package-row (7, 1743, 682, 1840)
package-line: 2 Electric Cable dia 1" (U / S) = 0.120 M Ton (832, 1009, 1023, 1020)
package-row (701, 774, 1386, 850)
package-row (7, 1488, 682, 1575)
package-line: Sale of (205, 1852, 236, 1863)
package-delivery-days: ৯০ (নব্বই) দিন (1271, 1108, 1386, 1195)
package-line: Total=181.000 M Ton. (881, 838, 974, 849)
package-line: iii. Guard Angle 100 mmx10 mm=4 Pcs Length 640 Metre (03 Item) = 242.795 M Ton (803, 420, 1052, 441)
package-line: সংক্ষিপ্ত বিবরণ (902, 367, 953, 378)
check-mark: V (662, 265, 678, 281)
reference-number: নং-৫৪.০১.১৫০০.১১৭.৮৭.০০১.২৫-১০৫৩ (8, 146, 188, 157)
info-row: ৯ বিক্রয় পদ্ধতি উন্মুক্ত দরপত্র পদ্ধতি (OTM) V অভ্যন্তরীণ V (7, 446, 682, 481)
package-location: কর্মব্যবস্থাপক (নির্মাণ), পাহাড়তলীর অধীন মেয়াদোত্তীর্ণ গ্যারেজ এবং সিজিও ওয়ার্কস নং-৭/৮/৯ তে রক্ষিত আছে, পুরাতন সেইল ডিপো, লোকোশেড এবং ডিএমই (সিএন্ডডব্লিউ) এর অধীন এসএসএই হেডকোয়ার্টার্স কারেজ ডিপো (1059, 527, 1199, 677)
package-heading: দরপত্রের শিরোনামঃ (800, 68, 868, 79)
package-number: বিক্রয়/২১/২০২৫ (71, 1750, 82, 1813)
package-location: জেলা সরঞ্জাম নিয়ন্ত্রক (সরঞ্জাম শাখা), পাহাড়তলী। (339, 1575, 469, 1646)
package-line: 2. Steel wire dia 15" (U / S) = 0.504M Ton (838, 935, 1017, 946)
package-line: S M Scrap Misc. Condemn Carriage/Wagon (Except Bogie & re-claimable parts) Under 'S' class = 04 Nos. (800, 1248, 1055, 1270)
office-name: সরঞ্জাম নিয়ন্ত্রক (পূর্ব) এর দপ্তর (276, 34, 412, 48)
package-number: বিক্রয়/০৬/২০২৪ (765, 684, 776, 746)
package-serial: ২২(৩৯) (701, 774, 745, 850)
footer-row: ২৮ অন্যান্য নির্দেশনাঃ (701, 1355, 1386, 1369)
package-delivery-days: ৩০ (ত্রিশ) দিন (1271, 185, 1386, 324)
package-delivery-days: ৪৫ (পঁয়তাল্লিশ) দিন (545, 1336, 682, 1412)
notice-title: বিক্রয় দরপত্র বিজ্ঞপ্তি (172, 168, 516, 208)
package-line: SM Scrap Misc. Condemn wagon (Except re-claimable parts) Under 'S' class=37 Nos Kept in different places mentioned in the schedule of scrap materials. (109, 1689, 332, 1731)
info-row: ১৩ দরপত্র বিক্রির সর্বশেষ তারিখ ১১-০১-২০২৬ খ্রিঃ V (7, 601, 682, 620)
package-line: SM Scrap Misc. Condemn Locomotive (Except re-claimable parts) Under 'S' class = 04 Nos (801, 1074, 1054, 1096)
